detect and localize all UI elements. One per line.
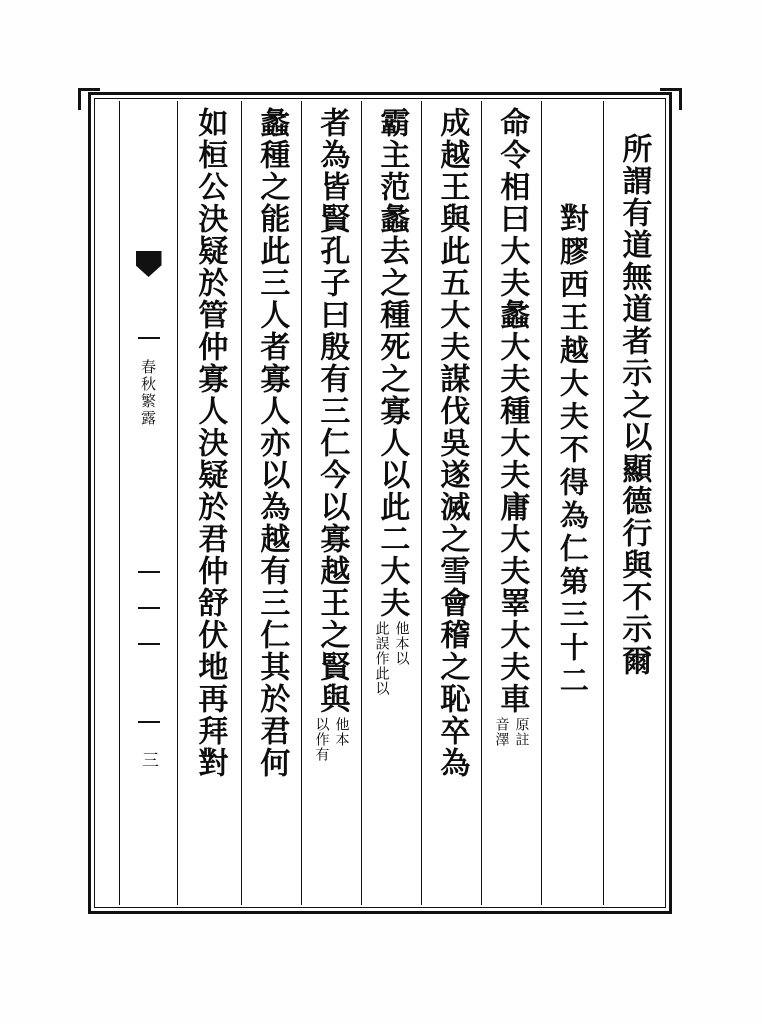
corner-mark-top-right-vertical xyxy=(679,88,682,110)
margin-book-title: 春秋繁露 xyxy=(139,359,157,427)
column-6-text: 者為皆賢孔子曰殷有三仁今以寡越王之賢與 xyxy=(314,107,350,715)
margin-strip-banxin xyxy=(119,101,177,905)
column-3-text: 命令相曰大夫蠡大夫種大夫庸大夫睪大夫車 xyxy=(494,107,530,715)
margin-rule-2 xyxy=(138,571,160,573)
annotation-left: 音澤 xyxy=(493,717,510,747)
column-6-annotation xyxy=(312,717,352,762)
text-block-frame xyxy=(88,92,672,914)
column-1-text: 所謂有道無道者示之以顯德行與不示爾 xyxy=(616,133,652,677)
annotation-right: 原註 xyxy=(513,717,530,747)
margin-rule-1 xyxy=(138,337,160,339)
corner-mark-top-left-horizontal xyxy=(78,88,100,91)
text-column-8 xyxy=(177,101,241,905)
margin-page-number: 三 xyxy=(138,751,158,770)
margin-rule-3 xyxy=(138,607,160,609)
annotation-right: 他本以 xyxy=(393,621,410,666)
text-column-5 xyxy=(361,101,421,905)
margin-rule-4 xyxy=(138,643,160,645)
text-column-3 xyxy=(481,101,541,905)
text-column-6 xyxy=(301,101,361,905)
column-4-text: 成越王與此五大夫謀伐吳遂滅之雪會稽之恥卒為 xyxy=(434,107,470,779)
fishtail-mark-icon xyxy=(136,251,162,277)
column-3-annotation xyxy=(492,717,532,747)
annotation-right: 他本 xyxy=(333,717,350,747)
chapter-heading-text: 對膠西王越大夫不得為仁第三十二 xyxy=(555,203,590,698)
text-column-4 xyxy=(421,101,481,905)
text-column-2-chapter-heading xyxy=(541,101,603,905)
text-column-1 xyxy=(603,101,663,905)
column-5-text: 霸主范蠡去之種死之寡人以此二大夫 xyxy=(374,107,410,619)
margin-rule-5 xyxy=(138,721,160,723)
text-columns-container xyxy=(97,101,663,905)
column-5-annotation xyxy=(372,621,412,696)
annotation-left: 以作有 xyxy=(313,717,330,762)
column-8-text: 如桓公決疑於管仲寡人決疑於君仲舒伏地再拜對 xyxy=(192,107,228,779)
corner-mark-top-left-vertical xyxy=(78,88,81,110)
column-7-text: 蠡種之能此三人者寡人亦以為越有三仁其於君何 xyxy=(254,107,290,779)
annotation-left: 此誤作此以 xyxy=(373,621,390,696)
text-column-7 xyxy=(241,101,301,905)
